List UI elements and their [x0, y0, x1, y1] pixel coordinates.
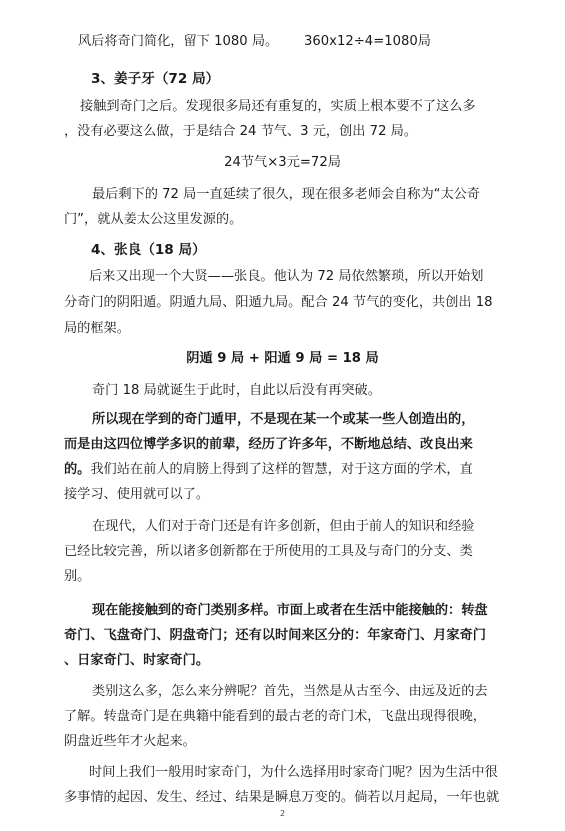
- paragraph-line: 局的框架。: [64, 321, 130, 336]
- paragraph-line: 了解。转盘奇门是在典籍中能看到的最古老的奇门术，飞盘出现得很晚，: [64, 709, 486, 724]
- bold-paragraph-line: 所以现在学到的奇门遁甲，不是现在某一个或某一些人创造出的，: [92, 412, 475, 427]
- paragraph-line: 接触到奇门之后。发现很多局还有重复的，实质上根本要不了这么多: [80, 99, 476, 114]
- section-heading-zhang-liang: 4、张良（18 局）: [91, 242, 206, 258]
- paragraph-line: 别。: [64, 569, 91, 584]
- paragraph-line: 时间上我们一般用时家奇门，为什么选择用时家奇门呢？因为生活中很: [89, 765, 498, 780]
- intro-line: 风后将奇门简化，留下 1080 局。: [78, 34, 279, 49]
- paragraph-line: ，没有必要这么做，于是结合 24 节气、3 元，创出 72 局。: [64, 124, 418, 139]
- paragraph-line: 分奇门的阴阳遁。阴遁九局、阳遁九局。配合 24 节气的变化，共创出 18: [64, 295, 493, 310]
- paragraph-line: 门”，就从姜太公这里发源的。: [64, 212, 243, 227]
- paragraph-line: 多事情的起因、发生、经过、结果是瞬息万变的。倘若以月起局，一年也就: [64, 790, 500, 805]
- page-number: 2: [279, 809, 286, 818]
- formula-18: 阴遁 9 局 + 阳遁 9 局 = 18 局: [186, 351, 379, 366]
- paragraph-line: 阴盘近些年才火起来。: [64, 734, 196, 749]
- mixed-paragraph-line: [64, 461, 473, 478]
- bold-fragment: 的。: [64, 462, 91, 477]
- paragraph-line: 后来又出现一个大贤——张良。他认为 72 局依然繁琐，所以开始划: [89, 269, 484, 284]
- paragraph-line: 类别这么多，怎么来分辨呢？首先，当然是从古至今、由远及近的去: [92, 684, 488, 699]
- paragraph-line: 最后剩下的 72 局一直延续了很久，现在很多老师会自称为“太公奇: [92, 187, 481, 202]
- paragraph-line: 奇门 18 局就诞生于此时，自此以后没有再突破。: [92, 383, 381, 398]
- bold-paragraph-line: 而是由这四位博学多识的前辈，经历了许多年，不断地总结、改良出来: [64, 437, 473, 452]
- paragraph-line: 在现代，人们对于奇门还是有许多创新，但由于前人的知识和经验: [92, 519, 475, 534]
- bold-paragraph-line: 、日家奇门、时家奇门。: [64, 653, 210, 668]
- regular-fragment: 我们站在前人的肩膀上得到了这样的智慧，对于这方面的学术，直: [90, 462, 473, 477]
- section-heading-jiang-ziya: 3、姜子牙（72 局）: [91, 71, 220, 87]
- bold-paragraph-line: 现在能接触到的奇门类别多样。市面上或者在生活中能接触的：转盘: [92, 603, 488, 618]
- paragraph-line: 接学习、使用就可以了。: [64, 487, 210, 502]
- formula-72: 24节气×3元=72局: [224, 155, 341, 170]
- intro-formula: 360x12÷4=1080局: [304, 34, 431, 49]
- paragraph-line: 已经比较完善，所以诸多创新都在于所使用的工具及与奇门的分支、类: [64, 544, 473, 559]
- bold-paragraph-line: 奇门、飞盘奇门、阴盘奇门；还有以时间来区分的：年家奇门、月家奇门: [64, 628, 486, 643]
